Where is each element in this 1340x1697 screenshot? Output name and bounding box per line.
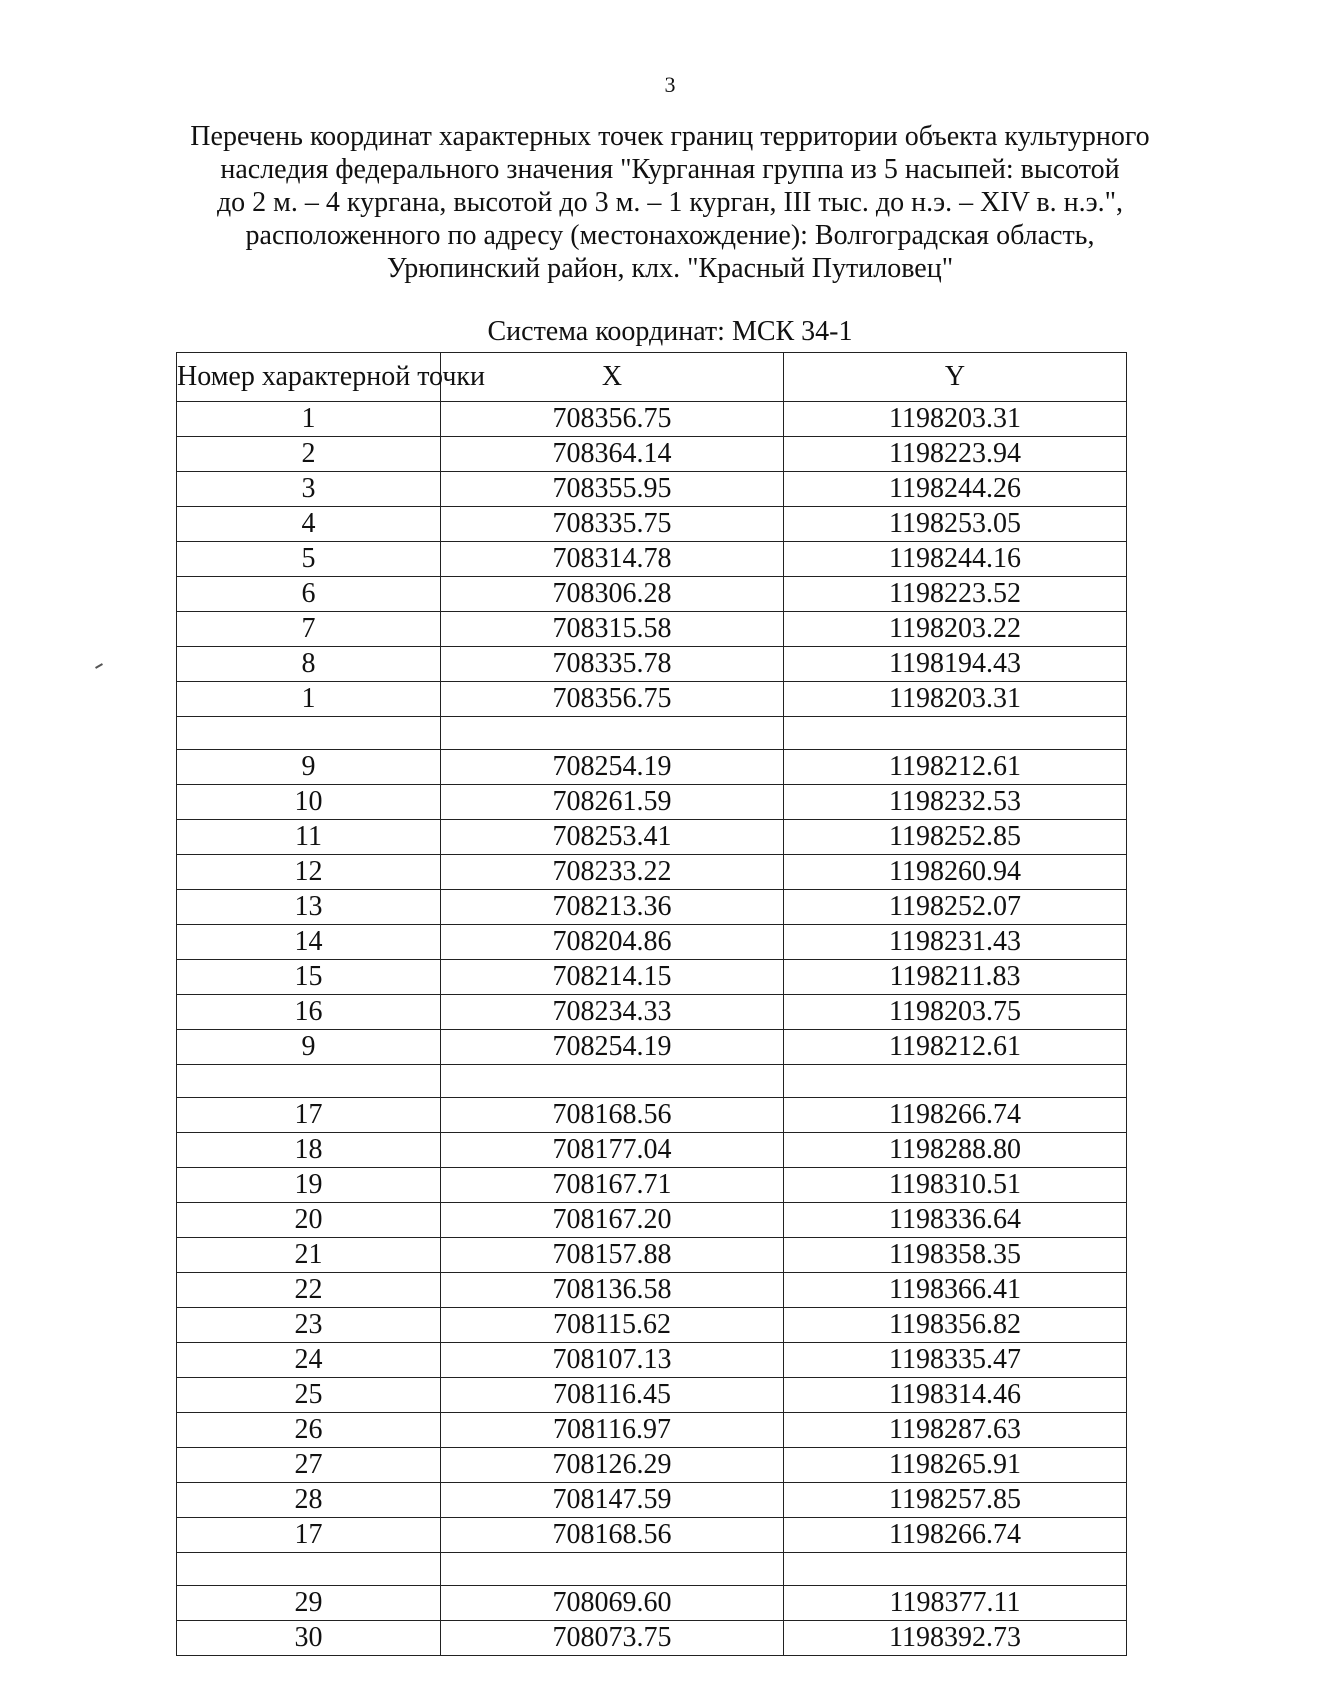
cell-point-number: 24 xyxy=(177,1343,441,1378)
cell-y: 1198244.26 xyxy=(784,472,1127,507)
cell-point-number: 9 xyxy=(177,750,441,785)
table-row xyxy=(177,1168,1127,1203)
cell-point-number: 8 xyxy=(177,647,441,682)
coordinate-system-label: Система координат: МСК 34-1 xyxy=(487,316,853,347)
cell-x: 708233.22 xyxy=(441,855,784,890)
cell-x: 708107.13 xyxy=(441,1343,784,1378)
cell-x: 708315.58 xyxy=(441,612,784,647)
table-row xyxy=(177,960,1127,995)
cell-x: 708306.28 xyxy=(441,577,784,612)
cell-x xyxy=(441,1065,784,1098)
table-row xyxy=(177,1343,1127,1378)
cell-point-number: 15 xyxy=(177,960,441,995)
cell-x: 708069.60 xyxy=(441,1586,784,1621)
cell-y: 1198203.31 xyxy=(784,682,1127,717)
cell-y: 1198288.80 xyxy=(784,1133,1127,1168)
table-row xyxy=(177,785,1127,820)
cell-x: 708213.36 xyxy=(441,890,784,925)
table-row xyxy=(177,1518,1127,1553)
cell-y: 1198377.11 xyxy=(784,1586,1127,1621)
table-row xyxy=(177,612,1127,647)
cell-point-number: 19 xyxy=(177,1168,441,1203)
cell-point-number: 30 xyxy=(177,1621,441,1656)
table-row xyxy=(177,682,1127,717)
cell-x: 708204.86 xyxy=(441,925,784,960)
table-body xyxy=(177,402,1127,1656)
table-row xyxy=(177,750,1127,785)
cell-point-number: 27 xyxy=(177,1448,441,1483)
cell-x: 708168.56 xyxy=(441,1098,784,1133)
cell-x: 708073.75 xyxy=(441,1621,784,1656)
cell-y: 1198252.07 xyxy=(784,890,1127,925)
cell-point-number: 14 xyxy=(177,925,441,960)
cell-x: 708177.04 xyxy=(441,1133,784,1168)
cell-point-number: 28 xyxy=(177,1483,441,1518)
cell-y: 1198194.43 xyxy=(784,647,1127,682)
header-point-number: Номер характерной точки xyxy=(177,353,441,402)
cell-y: 1198266.74 xyxy=(784,1098,1127,1133)
cell-x: 708168.56 xyxy=(441,1518,784,1553)
cell-x: 708356.75 xyxy=(441,402,784,437)
title-line: наследия федерального значения "Курганная группа из 5 насыпей: высотой xyxy=(220,154,1120,185)
cell-x: 708253.41 xyxy=(441,820,784,855)
cell-point-number: 20 xyxy=(177,1203,441,1238)
cell-y xyxy=(784,1553,1127,1586)
cell-x: 708356.75 xyxy=(441,682,784,717)
table-row xyxy=(177,507,1127,542)
header-y: Y xyxy=(784,353,1127,402)
table-row xyxy=(177,1065,1127,1098)
cell-y: 1198287.63 xyxy=(784,1413,1127,1448)
coordinates-table xyxy=(176,352,1127,1656)
table-row xyxy=(177,437,1127,472)
cell-x: 708234.33 xyxy=(441,995,784,1030)
title-line: Перечень координат характерных точек границ территории объекта культурного xyxy=(190,121,1150,152)
cell-y: 1198257.85 xyxy=(784,1483,1127,1518)
cell-y: 1198392.73 xyxy=(784,1621,1127,1656)
cell-y: 1198244.16 xyxy=(784,542,1127,577)
table-row xyxy=(177,1483,1127,1518)
table-row xyxy=(177,1553,1127,1586)
cell-y: 1198336.64 xyxy=(784,1203,1127,1238)
cell-point-number: 10 xyxy=(177,785,441,820)
cell-point-number: 26 xyxy=(177,1413,441,1448)
cell-point-number: 5 xyxy=(177,542,441,577)
cell-point-number xyxy=(177,717,441,750)
cell-y: 1198252.85 xyxy=(784,820,1127,855)
table-row xyxy=(177,995,1127,1030)
cell-y: 1198231.43 xyxy=(784,925,1127,960)
cell-y: 1198366.41 xyxy=(784,1273,1127,1308)
cell-point-number: 17 xyxy=(177,1518,441,1553)
cell-x: 708116.45 xyxy=(441,1378,784,1413)
cell-x: 708136.58 xyxy=(441,1273,784,1308)
table-row xyxy=(177,1621,1127,1656)
table-row xyxy=(177,542,1127,577)
cell-x: 708261.59 xyxy=(441,785,784,820)
cell-y: 1198253.05 xyxy=(784,507,1127,542)
table-row xyxy=(177,925,1127,960)
table-row xyxy=(177,577,1127,612)
cell-point-number: 16 xyxy=(177,995,441,1030)
cell-point-number: 4 xyxy=(177,507,441,542)
cell-point-number: 12 xyxy=(177,855,441,890)
cell-point-number: 3 xyxy=(177,472,441,507)
table-row xyxy=(177,1030,1127,1065)
table-row xyxy=(177,647,1127,682)
table-row xyxy=(177,717,1127,750)
cell-x: 708157.88 xyxy=(441,1238,784,1273)
cell-x: 708364.14 xyxy=(441,437,784,472)
cell-y: 1198232.53 xyxy=(784,785,1127,820)
table-row xyxy=(177,1586,1127,1621)
cell-x xyxy=(441,1553,784,1586)
cell-y: 1198265.91 xyxy=(784,1448,1127,1483)
table-row xyxy=(177,1308,1127,1343)
cell-y xyxy=(784,1065,1127,1098)
cell-x: 708254.19 xyxy=(441,750,784,785)
cell-point-number: 17 xyxy=(177,1098,441,1133)
cell-y: 1198212.61 xyxy=(784,750,1127,785)
cell-point-number: 13 xyxy=(177,890,441,925)
cell-x: 708355.95 xyxy=(441,472,784,507)
cell-point-number: 18 xyxy=(177,1133,441,1168)
cell-x: 708335.75 xyxy=(441,507,784,542)
cell-y: 1198358.35 xyxy=(784,1238,1127,1273)
cell-point-number: 21 xyxy=(177,1238,441,1273)
table-row xyxy=(177,472,1127,507)
table-row xyxy=(177,1238,1127,1273)
table-row xyxy=(177,1098,1127,1133)
table-row xyxy=(177,855,1127,890)
table-row xyxy=(177,1378,1127,1413)
document-title xyxy=(170,120,1170,285)
cell-y: 1198211.83 xyxy=(784,960,1127,995)
cell-point-number: 9 xyxy=(177,1030,441,1065)
table-row xyxy=(177,1133,1127,1168)
cell-x: 708147.59 xyxy=(441,1483,784,1518)
cell-point-number: 29 xyxy=(177,1586,441,1621)
cell-point-number: 6 xyxy=(177,577,441,612)
page-number: 3 xyxy=(664,72,676,97)
cell-point-number: 23 xyxy=(177,1308,441,1343)
cell-point-number: 1 xyxy=(177,402,441,437)
cell-y: 1198203.22 xyxy=(784,612,1127,647)
cell-point-number: 22 xyxy=(177,1273,441,1308)
cell-y: 1198203.31 xyxy=(784,402,1127,437)
title-line: Урюпинский район, клх. "Красный Путиловец" xyxy=(386,253,954,284)
table-row xyxy=(177,820,1127,855)
cell-y: 1198266.74 xyxy=(784,1518,1127,1553)
cell-x: 708116.97 xyxy=(441,1413,784,1448)
cell-x: 708115.62 xyxy=(441,1308,784,1343)
cell-y: 1198356.82 xyxy=(784,1308,1127,1343)
cell-x: 708126.29 xyxy=(441,1448,784,1483)
cell-y: 1198310.51 xyxy=(784,1168,1127,1203)
header-x: X xyxy=(441,353,784,402)
cell-y: 1198203.75 xyxy=(784,995,1127,1030)
scan-mark xyxy=(95,663,103,669)
cell-x: 708335.78 xyxy=(441,647,784,682)
cell-x: 708214.15 xyxy=(441,960,784,995)
cell-y: 1198314.46 xyxy=(784,1378,1127,1413)
title-line: расположенного по адресу (местонахождение): Волгоградская область, xyxy=(245,220,1095,251)
cell-y: 1198335.47 xyxy=(784,1343,1127,1378)
cell-point-number: 2 xyxy=(177,437,441,472)
cell-point-number: 1 xyxy=(177,682,441,717)
cell-x: 708254.19 xyxy=(441,1030,784,1065)
cell-point-number: 11 xyxy=(177,820,441,855)
table-header-row xyxy=(177,353,1127,402)
table-row xyxy=(177,1203,1127,1238)
cell-x: 708167.20 xyxy=(441,1203,784,1238)
table-row xyxy=(177,1448,1127,1483)
cell-y: 1198223.52 xyxy=(784,577,1127,612)
title-line: до 2 м. – 4 кургана, высотой до 3 м. – 1 курган, III тыс. до н.э. – XIV в. н.э.", xyxy=(216,187,1124,218)
cell-point-number: 25 xyxy=(177,1378,441,1413)
cell-y: 1198212.61 xyxy=(784,1030,1127,1065)
table-row xyxy=(177,1413,1127,1448)
table-row xyxy=(177,890,1127,925)
table-row xyxy=(177,1273,1127,1308)
cell-y: 1198223.94 xyxy=(784,437,1127,472)
cell-point-number: 7 xyxy=(177,612,441,647)
cell-x xyxy=(441,717,784,750)
table-row xyxy=(177,402,1127,437)
cell-y: 1198260.94 xyxy=(784,855,1127,890)
cell-y xyxy=(784,717,1127,750)
cell-x: 708167.71 xyxy=(441,1168,784,1203)
cell-point-number xyxy=(177,1553,441,1586)
cell-x: 708314.78 xyxy=(441,542,784,577)
cell-point-number xyxy=(177,1065,441,1098)
